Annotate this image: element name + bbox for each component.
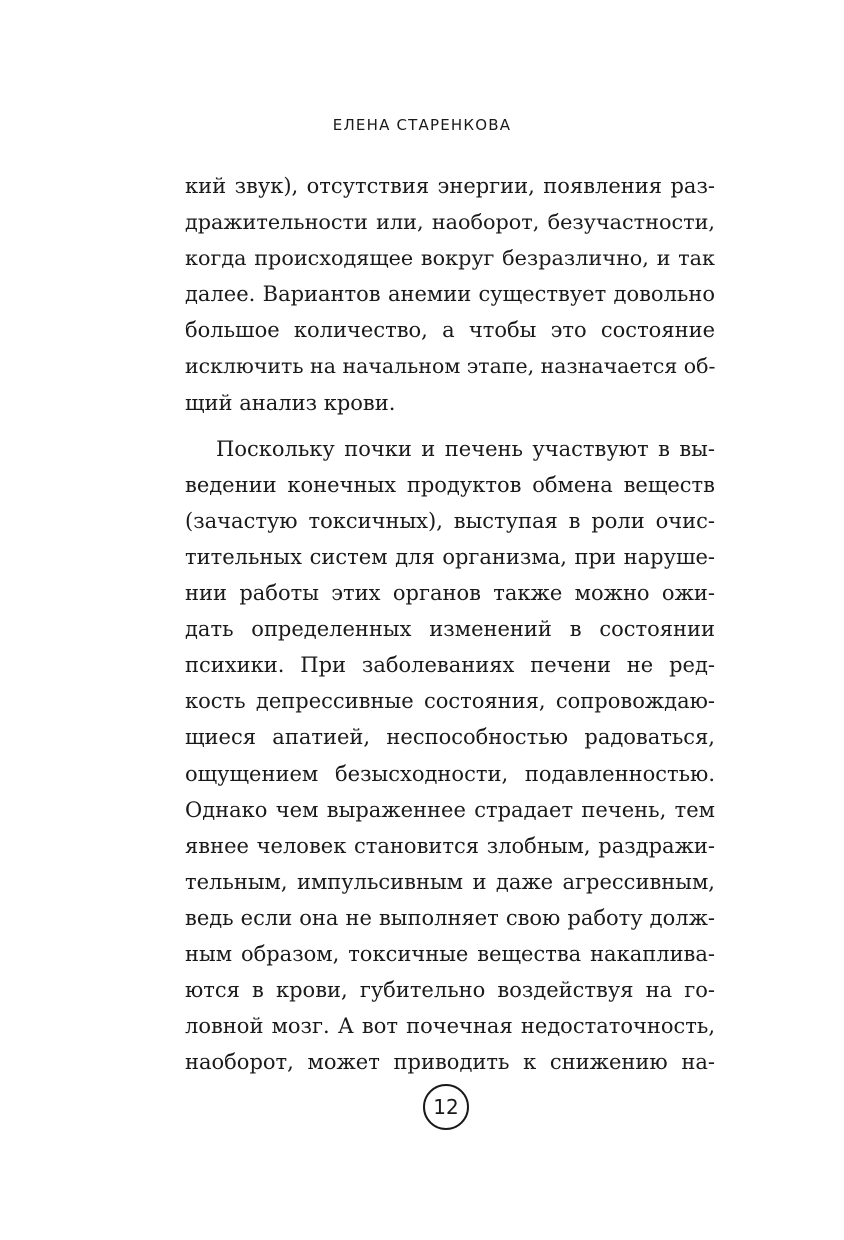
text-line: дать определенных изменений в состоянии xyxy=(185,617,715,642)
text-line: кий звук), отсутствия энергии, появления раз- xyxy=(185,174,715,198)
text-line: нии работы этих органов также можно ожи- xyxy=(185,581,715,606)
text-line: ным образом, токсичные вещества накаплива- xyxy=(185,941,715,966)
page-number: 12 xyxy=(423,1084,469,1130)
text-line: ведь если она не выполняет свою работу долж- xyxy=(185,905,715,930)
text-line: когда происходящее вокруг безразлично, и так xyxy=(185,246,715,271)
text-line: явнее человек становится злобным, раздражи- xyxy=(185,833,715,858)
text-line: психики. При заболеваниях печени не ред- xyxy=(185,653,715,678)
text-line: ловной мозг. А вот почечная недостаточность, xyxy=(185,1014,715,1039)
text-line: Поскольку почки и печень участвуют в вы- xyxy=(216,436,715,461)
text-line: кость депрессивные состояния, сопровождаю- xyxy=(185,689,715,714)
text-line: наоборот, может приводить к снижению на- xyxy=(185,1050,715,1075)
text-line: ются в крови, губительно воздействуя на го- xyxy=(185,978,715,1003)
text-line: далее. Вариантов анемии существует довольно xyxy=(185,282,715,307)
running-head: ЕЛЕНА СТАРЕНКОВА xyxy=(332,116,512,134)
text-line: дражительности или, наоборот, безучастности, xyxy=(185,210,715,235)
paragraph xyxy=(185,168,715,421)
text-line: (зачастую токсичных), выступая в роли очис- xyxy=(185,508,715,533)
text-line: щий анализ крови. xyxy=(185,390,396,415)
text-line: щиеся апатией, неспособностью радоваться, xyxy=(185,725,715,750)
paragraph xyxy=(185,431,715,1081)
text-line: большое количество, а чтобы это состояние xyxy=(185,318,715,343)
text-line: тительных систем для организма, при наруше- xyxy=(185,544,715,569)
body-text xyxy=(185,168,715,1080)
paragraph-gap xyxy=(185,421,715,431)
text-line: ведении конечных продуктов обмена веществ xyxy=(185,472,715,497)
text-line: тельным, импульсивным и даже агрессивным, xyxy=(185,869,715,894)
text-line: ощущением безысходности, подавленностью. xyxy=(185,761,715,786)
text-line: исключить на начальном этапе, назначается об- xyxy=(185,354,716,379)
text-line: Однако чем выраженнее страдает печень, тем xyxy=(185,797,715,822)
